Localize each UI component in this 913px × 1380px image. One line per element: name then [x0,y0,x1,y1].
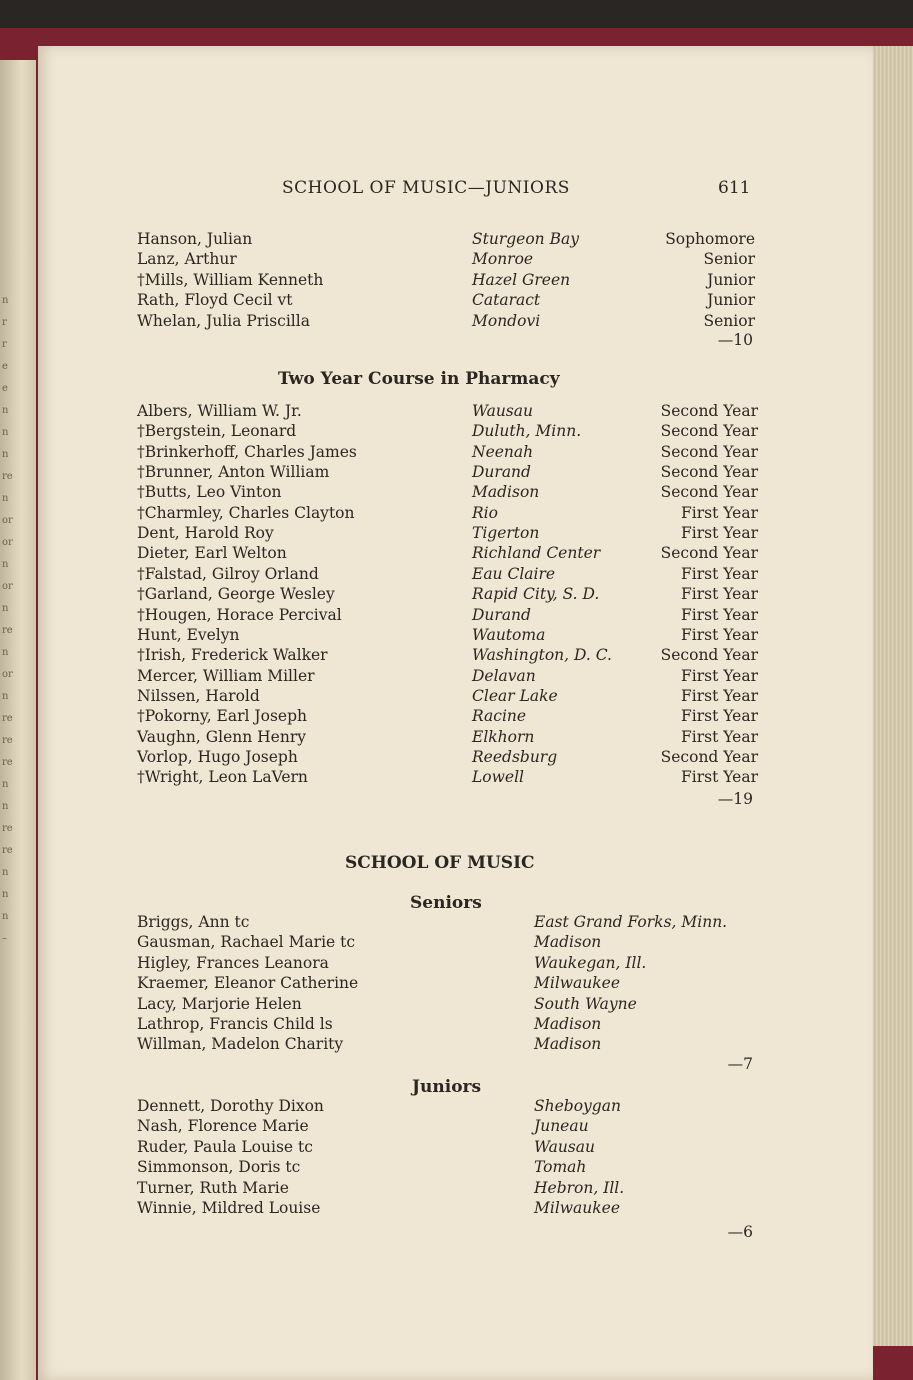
list-item [0,1117,913,1137]
entry-class: Junior [707,291,755,310]
seniors-total: —7 [727,1055,753,1073]
entry-name: Lacy, Marjorie Helen [137,994,302,1013]
entry-home: Wautoma [472,625,546,644]
entry-home: Rapid City, S. D. [472,585,600,604]
entry-home: South Wayne [534,994,637,1013]
entry-home: Monroe [472,250,534,269]
entry-name: Ruder, Paula Louise tc [137,1137,313,1156]
entry-name: Briggs, Ann tc [137,913,250,931]
list-item [0,463,913,483]
entry-class: First Year [681,625,758,644]
entry-name: Gausman, Rachael Marie tc [137,933,356,952]
list-item [0,524,913,544]
entry-name: Albers, William W. Jr. [137,402,302,420]
list-item [0,954,913,974]
list-item [0,626,913,646]
entry-home: East Grand Forks, Minn. [534,913,728,931]
entry-name: †Butts, Leo Vinton [137,483,282,502]
entry-home: Washington, D. C. [472,646,612,665]
list-item [0,768,913,788]
list-item [0,1179,913,1199]
list-item [0,707,913,727]
entry-name: Nash, Florence Marie [137,1117,309,1136]
entry-name: Higley, Frances Leanora [137,953,329,972]
list-item [0,544,913,564]
page-number: 611 [718,178,751,198]
entry-home: Mondovi [472,311,541,330]
entry-home: Milwaukee [534,974,621,993]
list-item [0,1199,913,1219]
entry-name: Willman, Madelon Charity [137,1035,344,1054]
entry-class: Junior [707,270,755,289]
entry-class: First Year [681,585,758,604]
entry-home: Racine [472,707,527,726]
entry-home: Wausau [534,1137,595,1156]
list-item [0,728,913,748]
list-item [0,565,913,585]
entry-home: Richland Center [472,544,601,563]
list-item [0,585,913,605]
entry-home: Hazel Green [472,270,571,289]
entry-name: †Hougen, Horace Percival [137,605,342,624]
pharmacy-total: —19 [717,790,753,808]
entry-home: Wausau [472,402,533,420]
list-item [0,913,913,933]
entry-name: †Mills, William Kenneth [137,270,324,289]
section1-total: —10 [717,331,753,349]
entry-name: Kraemer, Eleanor Catherine [137,974,359,993]
entry-name: †Brunner, Anton William [137,463,330,482]
entry-name: Winnie, Mildred Louise [137,1199,321,1217]
entry-name: Lanz, Arthur [137,250,237,269]
entry-home: Clear Lake [472,686,558,705]
entry-class: First Year [681,686,758,705]
entry-class: Second Year [660,402,758,420]
pharmacy-heading: Two Year Course in Pharmacy [278,369,560,389]
entry-name: †Wright, Leon LaVern [137,768,308,787]
entry-name: †Bergstein, Leonard [137,422,297,441]
entry-home: Madison [534,1015,602,1033]
running-header: SCHOOL OF MUSIC—JUNIORS [282,178,570,198]
entry-class: Second Year [660,483,758,502]
list-item [0,271,913,291]
entry-class: Second Year [660,463,758,482]
entry-class: First Year [681,727,758,746]
entry-name: Rath, Floyd Cecil vt [137,291,293,310]
entry-name: †Pokorny, Earl Joseph [137,707,307,726]
list-item [0,291,913,311]
entry-home: Tigerton [472,524,540,543]
entry-name: Mercer, William Miller [137,666,315,685]
list-item [0,1035,913,1055]
entry-home: Cataract [472,291,541,310]
entry-name: Nilssen, Harold [137,686,260,705]
entry-name: Vaughn, Glenn Henry [137,727,306,746]
entry-home: Rio [472,503,498,522]
entry-class: First Year [681,768,758,787]
entry-home: Hebron, Ill. [534,1178,625,1197]
entry-home: Durand [472,605,531,624]
entry-name: †Garland, George Wesley [137,585,335,604]
entry-home: Waukegan, Ill. [534,953,647,972]
list-item [0,995,913,1015]
juniors-heading: Juniors [412,1077,482,1097]
entry-home: Lowell [472,768,524,787]
entry-home: Milwaukee [534,1199,621,1217]
list-item [0,646,913,666]
entry-home: Eau Claire [472,564,556,583]
entry-name: †Falstad, Gilroy Orland [137,564,319,583]
facing-page-fragment: n r r e e n n n re n or or n or n re n or n re re re n n re re n n n – [2,295,13,944]
entry-home: Elkhorn [472,727,535,746]
entry-name: Hunt, Evelyn [137,625,240,644]
entry-name: Whelan, Julia Priscilla [137,311,310,330]
entry-class: First Year [681,524,758,543]
entry-class: First Year [681,503,758,522]
entry-name: Dent, Harold Roy [137,524,274,543]
entry-name: Dennett, Dorothy Dixon [137,1097,324,1115]
list-item [0,748,913,768]
entry-home: Tomah [534,1158,587,1177]
entry-home: Reedsburg [472,747,558,766]
entry-class: Second Year [660,646,758,665]
music-heading: SCHOOL OF MUSIC [345,853,535,873]
list-item [0,422,913,442]
list-item [0,974,913,994]
list-item [0,933,913,953]
entry-name: Turner, Ruth Marie [137,1178,289,1197]
entry-name: †Brinkerhoff, Charles James [137,442,357,461]
list-item [0,504,913,524]
entry-name: Simmonson, Doris tc [137,1158,301,1177]
entry-home: Madison [534,1035,602,1054]
list-item [0,312,913,332]
entry-name: †Charmley, Charles Clayton [137,503,355,522]
entry-home: Madison [472,483,540,502]
entry-name: †Irish, Frederick Walker [137,646,328,665]
list-item [0,443,913,463]
list-item [0,402,913,422]
entry-class: First Year [681,707,758,726]
entry-class: Senior [703,311,755,330]
entry-class: Second Year [660,747,758,766]
entry-home: Durand [472,463,531,482]
entry-home: Juneau [534,1117,589,1136]
juniors-total: —6 [727,1223,753,1241]
entry-class: First Year [681,605,758,624]
list-item [0,483,913,503]
entry-home: Neenah [472,442,534,461]
entry-class: Second Year [660,422,758,441]
list-item [0,667,913,687]
list-item [0,606,913,626]
entry-home: Duluth, Minn. [472,422,582,441]
entry-home: Delavan [472,666,536,685]
entry-class: Second Year [660,544,758,563]
entry-name: Dieter, Earl Welton [137,544,287,563]
list-item [0,687,913,707]
entry-name: Vorlop, Hugo Joseph [137,747,298,766]
entry-class: First Year [681,564,758,583]
entry-home: Madison [534,933,602,952]
entry-name: Hanson, Julian [137,230,253,248]
list-item [0,1158,913,1178]
entry-class: Second Year [660,442,758,461]
list-item [0,1138,913,1158]
entry-class: First Year [681,666,758,685]
entry-class: Senior [703,250,755,269]
entry-name: Lathrop, Francis Child ls [137,1015,333,1033]
list-item [0,1097,913,1117]
entry-home: Sheboygan [534,1097,621,1115]
list-item [0,250,913,270]
list-item [0,1015,913,1035]
list-item [0,230,913,250]
seniors-heading: Seniors [410,893,482,913]
entry-class: Sophomore [665,230,755,248]
entry-home: Sturgeon Bay [472,230,579,248]
